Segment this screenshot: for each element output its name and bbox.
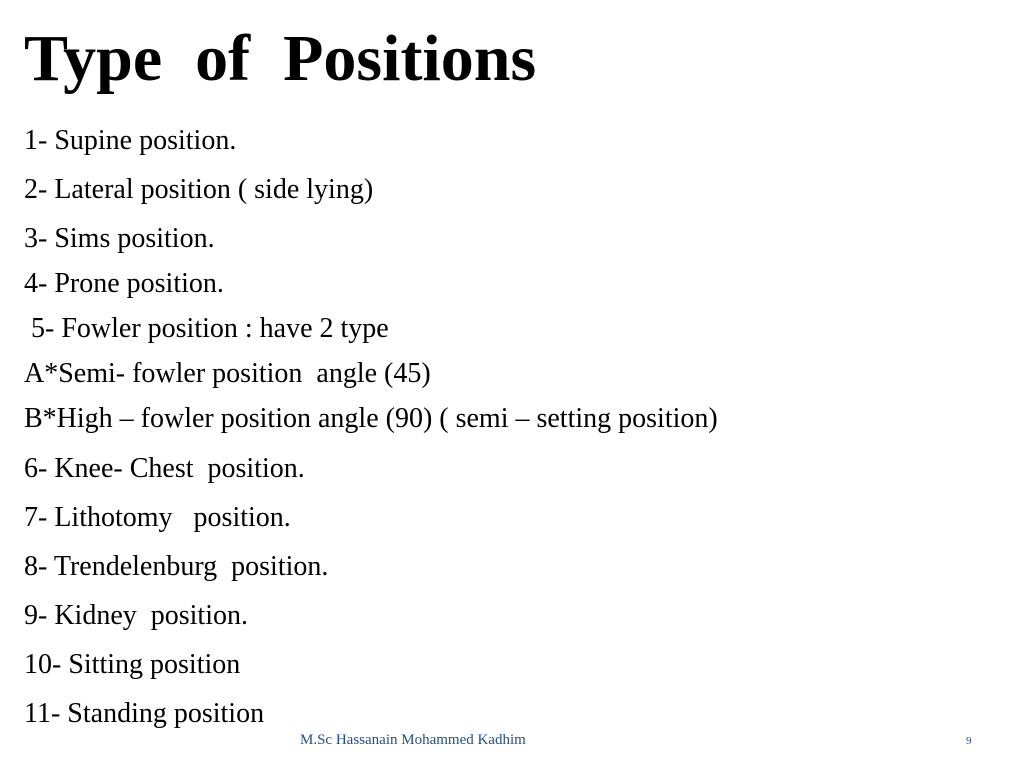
list-item-5a: A*Semi- fowler position angle (45) xyxy=(24,358,431,389)
list-item-4: 4- Prone position. xyxy=(24,268,224,299)
list-item-3: 3- Sims position. xyxy=(24,223,215,254)
list-item-1: 1- Supine position. xyxy=(24,125,237,156)
page-number: 9 xyxy=(966,735,972,747)
list-item-8: 8- Trendelenburg position. xyxy=(24,551,329,582)
footer-author: M.Sc Hassanain Mohammed Kadhim xyxy=(300,732,526,748)
slide-title: Type of Positions xyxy=(24,22,537,95)
list-item-7: 7- Lithotomy position. xyxy=(24,502,291,533)
list-item-11: 11- Standing position xyxy=(24,698,265,729)
list-item-2: 2- Lateral position ( side lying) xyxy=(24,174,374,205)
list-item-10: 10- Sitting position xyxy=(24,649,241,680)
list-item-9: 9- Kidney position. xyxy=(24,600,248,631)
list-item-5: 5- Fowler position : have 2 type xyxy=(24,313,389,344)
list-item-6: 6- Knee- Chest position. xyxy=(24,453,305,484)
list-item-5b: B*High – fowler position angle (90) ( semi – setting position) xyxy=(24,403,718,434)
